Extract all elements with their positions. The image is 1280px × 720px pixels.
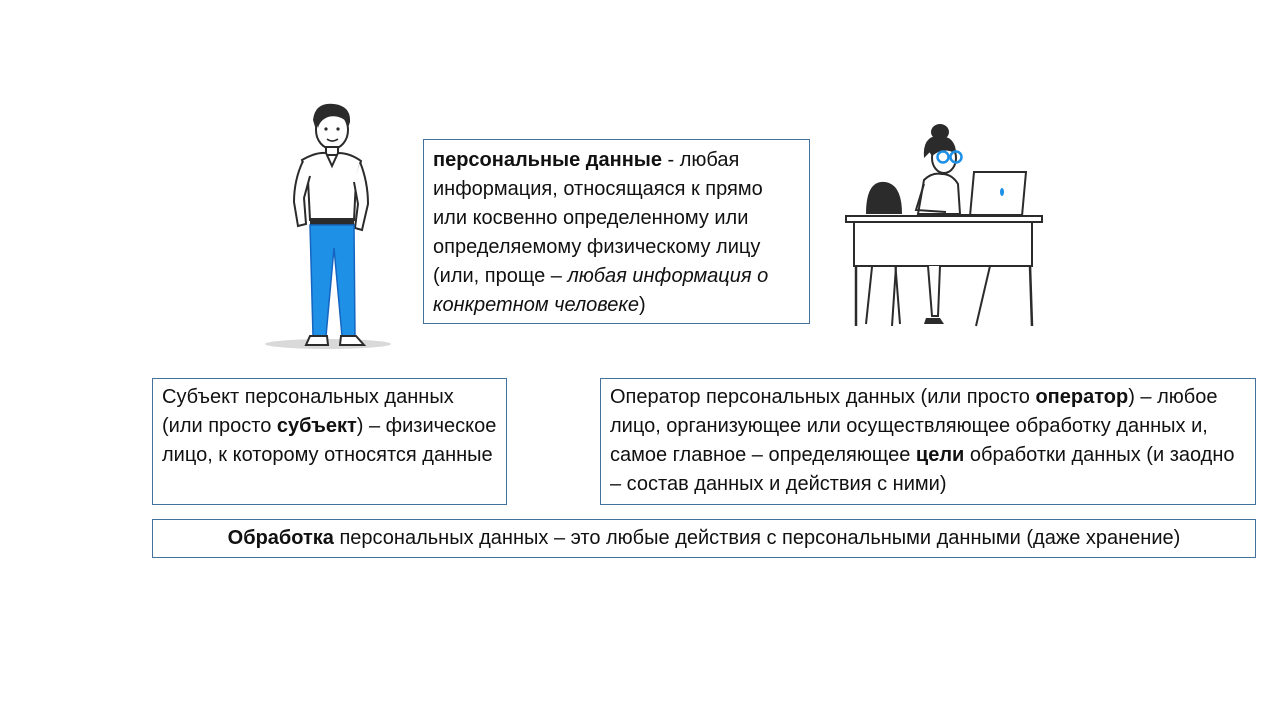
- woman-at-desk-with-laptop-icon: [840, 118, 1050, 332]
- operator-text-1: Оператор персональных данных (или просто: [610, 386, 1036, 408]
- definition-term: персональные данные: [433, 149, 662, 171]
- operator-term: оператор: [1035, 386, 1129, 408]
- operator-text-3: обработки данных (и заодно – состав данных и действия с ними): [610, 444, 1235, 495]
- definition-italic: любая информация о конкретном человеке: [433, 265, 769, 316]
- personal-data-definition-box: [423, 139, 810, 324]
- definition-tail: ): [639, 294, 646, 316]
- processing-term: Обработка: [227, 527, 334, 549]
- operator-goals-term: цели: [915, 444, 965, 466]
- definition-text: - любая информация, относящаяся к прямо или косвенно определенному или определяемому физическому лицу (или, проще –: [433, 149, 763, 287]
- processing-definition-box: [152, 519, 1256, 558]
- subject-text-2: ) – физическое лицо, к которому относятся данные: [162, 415, 497, 466]
- man-standing-icon: [258, 98, 403, 352]
- subject-term: субъект: [276, 415, 357, 437]
- subject-text-1: Субъект персональных данных (или просто: [162, 386, 454, 437]
- subject-definition-box: [152, 378, 507, 505]
- operator-definition-box: [600, 378, 1256, 505]
- operator-text-2: ) – любое лицо, организующее или осуществляющее обработку данных и, самое главное – определяющее: [610, 386, 1218, 466]
- processing-text: персональных данных – это любые действия с персональными данными (даже хранение): [333, 527, 1181, 549]
